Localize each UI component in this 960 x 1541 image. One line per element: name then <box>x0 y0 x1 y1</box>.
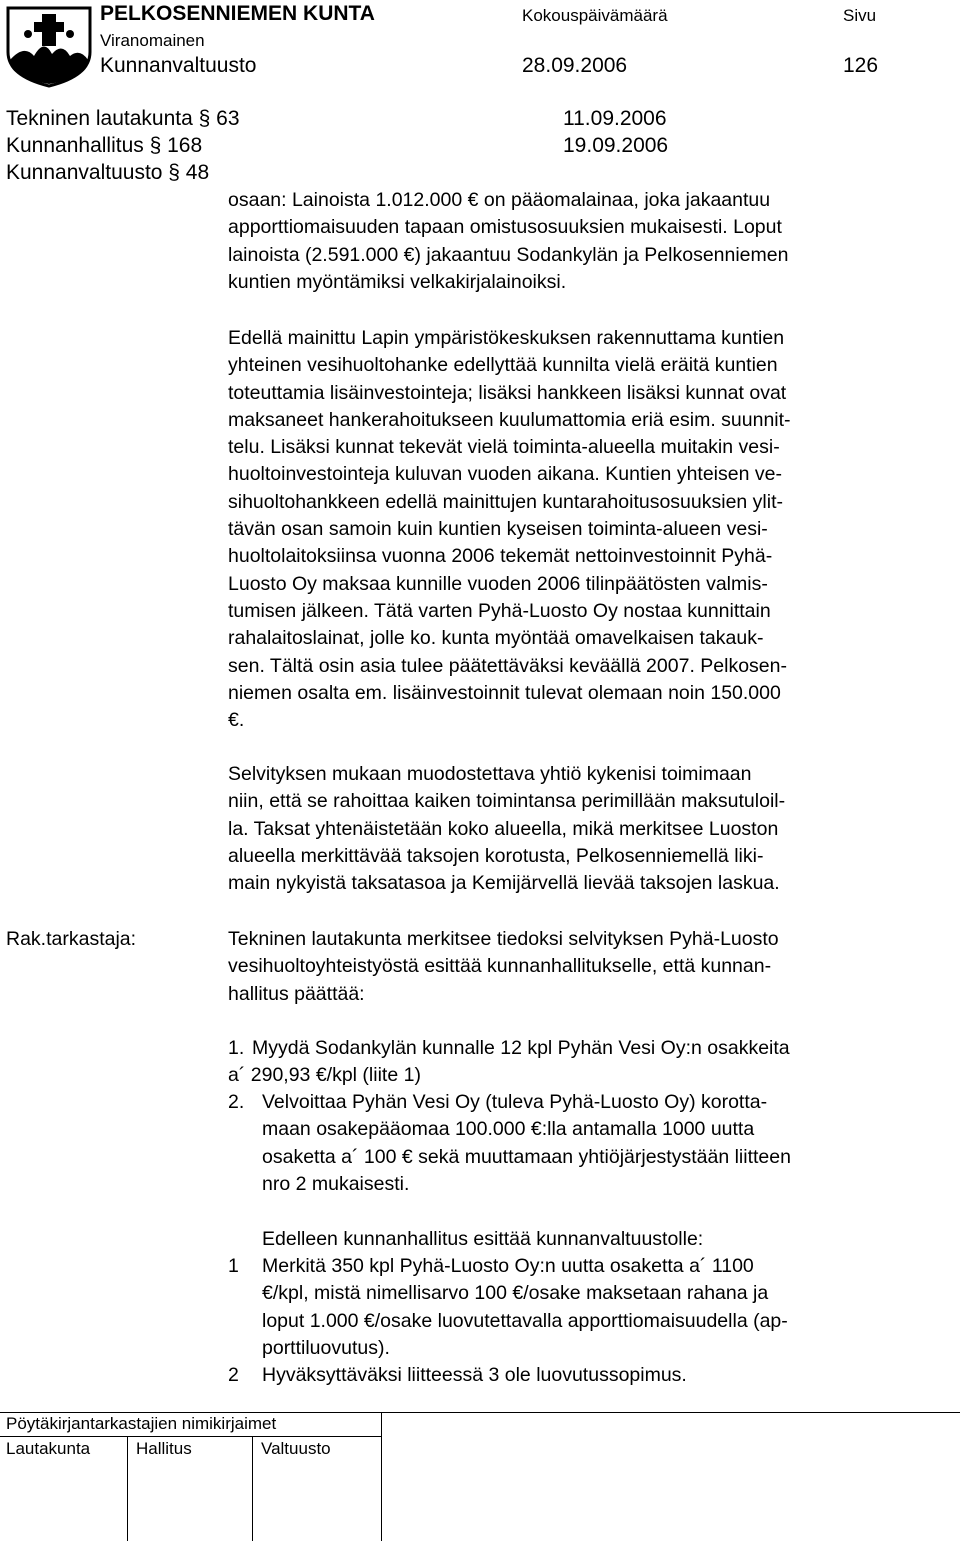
list-item-continuation: a´ 290,93 €/kpl (liite 1) <box>228 1064 421 1086</box>
reference-date: 11.09.2006 <box>563 107 667 130</box>
list-item: Velvoittaa Pyhän Vesi Oy (tuleva Pyhä-Luosto Oy) korotta- maan osakepääomaa 100.000 €:lla antamalla 1000 uutta osaketta a´ 100 € sekä muuttamaan yhtiöjärjestystään liitteen nro 2 mukaisesti. <box>262 1091 791 1195</box>
reference-body: Kunnanvaltuusto § 48 <box>6 161 210 184</box>
list-item: Myydä Sodankylän kunnalle 12 kpl Pyhän Vesi Oy:n osakkeita <box>252 1037 790 1059</box>
reference-body: Tekninen lautakunta § 63 <box>6 107 240 130</box>
paragraph-proposal: Tekninen lautakunta merkitsee tiedoksi selvityksen Pyhä-Luosto vesihuoltoyhteistyöstä esittää kunnanhallitukselle, että kunnan- hallitus päättää: <box>228 928 779 1005</box>
footer-column-divider <box>127 1436 128 1541</box>
list-item-number: 2 <box>228 1364 239 1386</box>
footer-col-council: Valtuusto <box>261 1439 331 1458</box>
meeting-date-label: Kokouspäivämäärä <box>522 6 668 25</box>
footer-divider <box>0 1412 960 1413</box>
reference-body: Kunnanhallitus § 168 <box>6 134 203 157</box>
municipality-name: PELKOSENNIEMEN KUNTA <box>100 2 375 25</box>
list-item: Hyväksyttäväksi liitteessä 3 ole luovutussopimus. <box>262 1364 687 1386</box>
footer-table-line <box>0 1436 382 1437</box>
authority-label: Viranomainen <box>100 31 205 50</box>
meeting-date: 28.09.2006 <box>522 54 628 77</box>
footer-column-divider <box>252 1436 253 1541</box>
reference-date: 19.09.2006 <box>563 134 669 157</box>
paragraph-tariffs: Selvityksen mukaan muodostettava yhtiö kykenisi toimimaan niin, että se rahoittaa kaiken toimintansa perimillään maksutuloil- la. Taksat yhtenäistetään koko alueella, mikä merkitsee Luoston alueella merkittävää taksojen korotusta, Pelkosenniemellä liki- main nykyistä taksatasoa ja Kemijärvellä lievää taksojen laskua. <box>228 763 786 895</box>
footer-col-government: Hallitus <box>136 1439 192 1458</box>
footer-column-divider <box>381 1412 382 1541</box>
paragraph-loans: osaan: Lainoista 1.012.000 € on pääomalainaa, joka jakaantuu apporttiomaisuuden tapaan omistusosuuksien mukaisesti. Loput lainoista (2.591.000 €) jakaantuu Sodankylän ja Pelkosenniemen kuntien myöntämiksi velkakirjalainoiksi. <box>228 189 789 293</box>
municipal-coat-of-arms-icon <box>4 4 94 88</box>
footer-col-board: Lautakunta <box>6 1439 91 1458</box>
page-label: Sivu <box>843 6 877 25</box>
footer-title: Pöytäkirjantarkastajien nimikirjaimet <box>6 1414 277 1433</box>
list-item-number: 2. <box>228 1091 245 1113</box>
paragraph-council-proposal: Edelleen kunnanhallitus esittää kunnanvaltuustolle: <box>262 1228 704 1250</box>
list-item: Merkitä 350 kpl Pyhä-Luosto Oy:n uutta osaketta a´ 1100 €/kpl, mistä nimellisarvo 100 €/osake maksetaan rahana ja loput 1.000 €/osake luovutettavalla apporttiomaisuudella (ap- porttiluovutus). <box>262 1255 788 1359</box>
paragraph-investments: Edellä mainittu Lapin ympäristökeskuksen rakennuttama kuntien yhteinen vesihuoltohanke edellyttää kunnilta vielä eräitä kuntien toteuttamia lisäinvestointeja; lisäksi hankkeen lisäksi kunnat ovat maksaneet hankerahoitukseen kuulumattomia eriä esim. suunnit- telu. Lisäksi kunnat tekevät vielä toiminta-alueella muitakin vesi- huoltoinvestointeja kuluvan vuoden aikana. Kuntien yhteisen ve- sihuoltohankkeen edellä mainittujen kuntarahoitusosuuksien ylit- tävän osan samoin kuin kuntien kyseisen toiminta-alueen vesi- huoltolaitoksiinsa vuonna 2006 tekemät nettoinvestoinnit Pyhä- Luosto Oy maksaa kunnille vuoden 2006 tilinpäätösten valmis- tumisen jälkeen. Tätä varten Pyhä-Luosto Oy nostaa kunnittain rahalaitoslainat, jolle ko. kunta myöntää omavelkaisen takauk- sen. Tältä osin asia tulee päätettäväksi keväällä 2007. Pelkosen- niemen osalta em. lisäinvestoinnit tulevat olemaan noin 150.000 €. <box>228 327 791 732</box>
list-item-number: 1 <box>228 1255 239 1277</box>
page-number: 126 <box>843 54 879 77</box>
list-item-number: 1. <box>228 1037 245 1059</box>
authority: Kunnanvaltuusto <box>100 54 257 77</box>
proposal-label: Rak.tarkastaja: <box>6 928 137 950</box>
